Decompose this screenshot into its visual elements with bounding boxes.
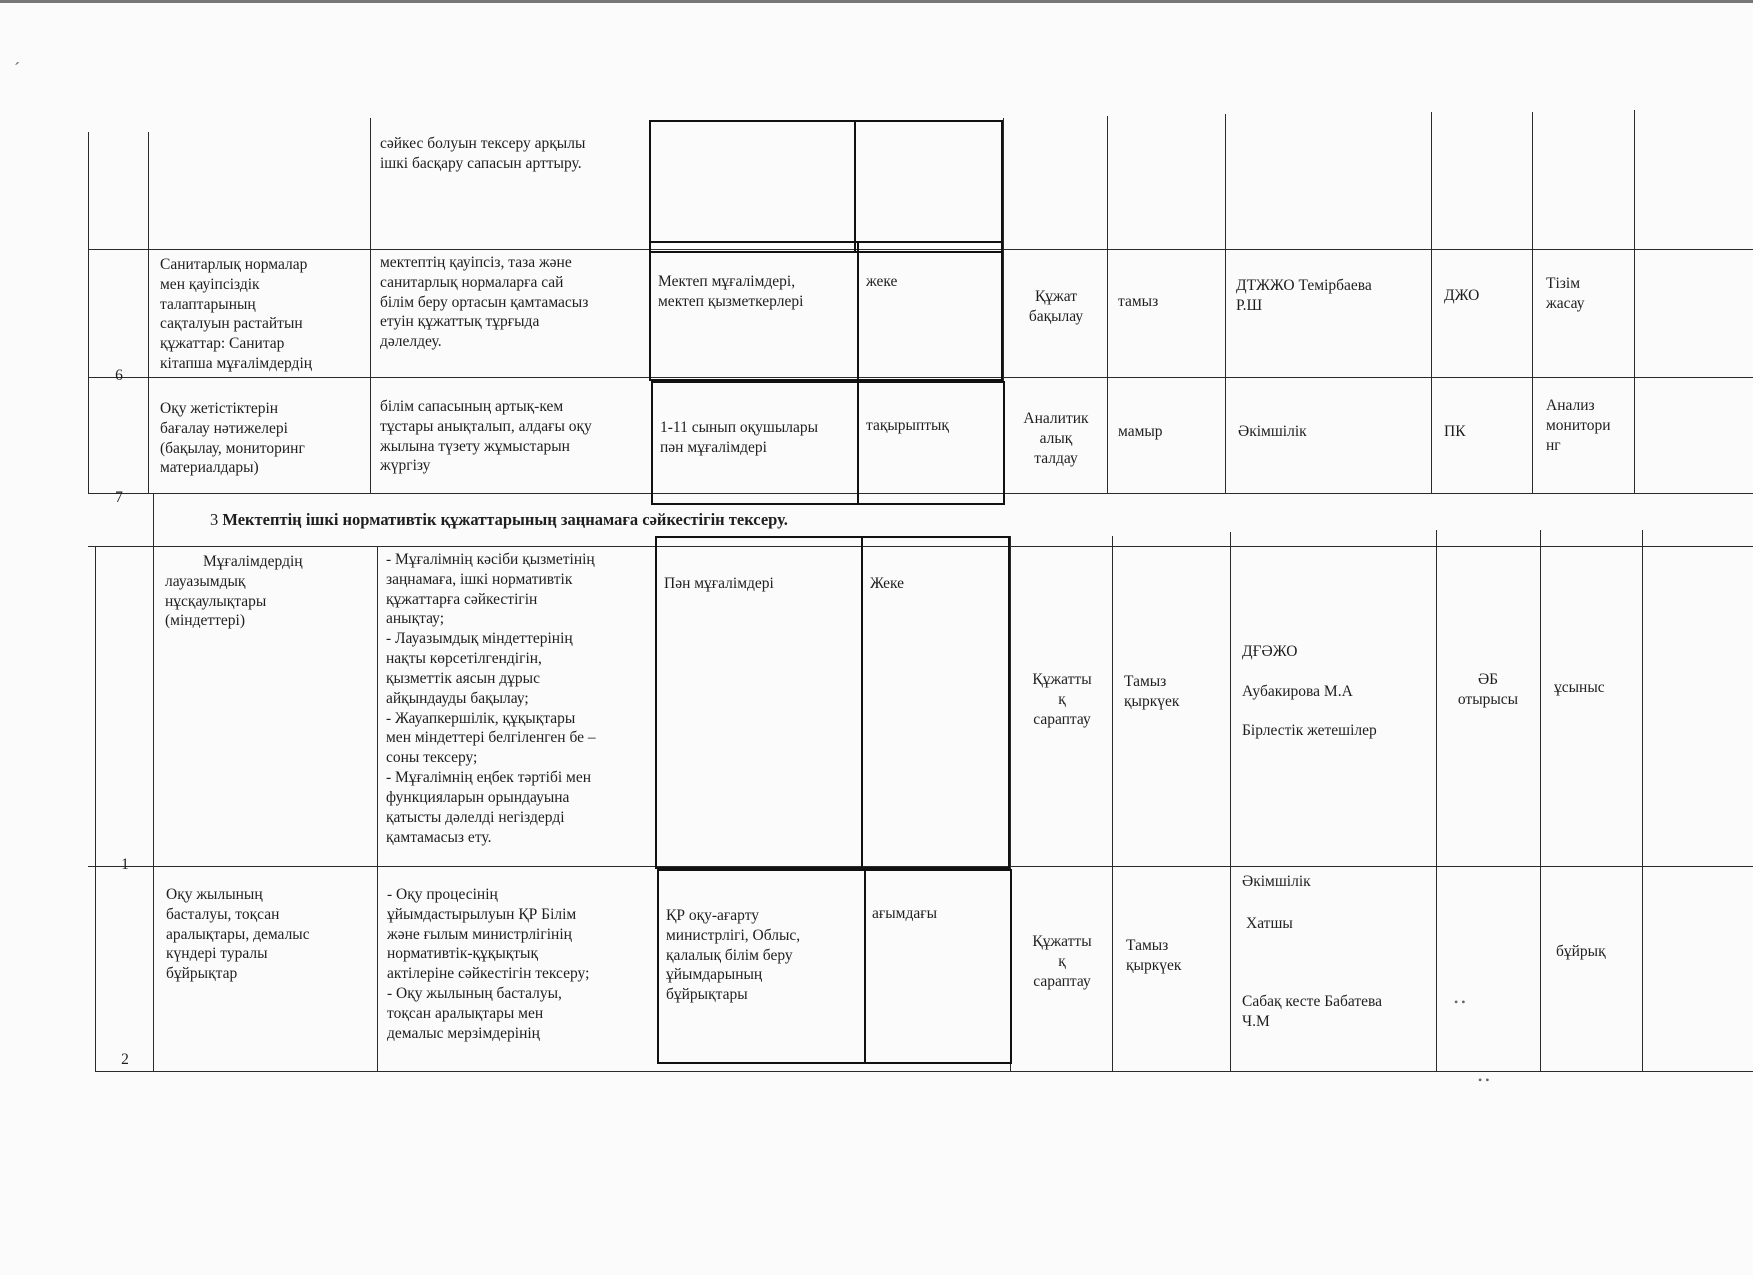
row-number: 7 bbox=[115, 489, 123, 506]
object-cell: ҚР оқу-ағарту министрлігі, Облыс, қалалық білім беру ұйымдарының бұйрықтары bbox=[666, 907, 801, 1004]
table-rule bbox=[148, 132, 149, 493]
table-rule bbox=[153, 546, 154, 1071]
period-cell: тамыз bbox=[1118, 293, 1159, 310]
responsible-cell: Әкімшілік bbox=[1238, 423, 1307, 440]
result-cell: бұйрық bbox=[1556, 943, 1606, 960]
responsible-cell: ДҒӘЖО Аубакирова М.А Бірлестік жетешілер bbox=[1242, 643, 1377, 740]
type-cell: Жеке bbox=[870, 575, 905, 592]
type-cell: жеке bbox=[866, 273, 898, 290]
section-number: 3 bbox=[210, 510, 219, 529]
table-rule bbox=[1532, 112, 1533, 493]
scan-speck: ˊ bbox=[14, 59, 20, 79]
method-cell: Аналитик алық талдау bbox=[1023, 410, 1089, 467]
section-title: Мектептің ішкі нормативтік құжаттарының заңнамаға сәйкестігін тексеру. bbox=[222, 510, 788, 529]
document-cell: Оқу жылының басталуы, тоқсан аралықтары, демалыс күндері туралы бұйрықтар bbox=[166, 886, 310, 983]
place-cell: ӘБ отырысы bbox=[1457, 671, 1519, 708]
document-cell: Оқу жетістіктерін бағалау нәтижелері (бақылау, мониторинг материалдары) bbox=[160, 400, 305, 477]
table-rule bbox=[377, 546, 378, 1071]
section-heading bbox=[210, 510, 788, 530]
result-cell: ұсыныс bbox=[1554, 679, 1605, 696]
document-cell: Мұғалімдердің лауазымдық нұсқаулықтары (міндеттері) bbox=[165, 553, 303, 630]
period-cell: Тамыз қыркүек bbox=[1124, 673, 1180, 710]
responsible-cell: Әкімшілік bbox=[1242, 873, 1311, 890]
responsible-cell: Сабақ кесте Бабатева Ч.М bbox=[1242, 993, 1382, 1030]
row-number: 1 bbox=[121, 856, 129, 873]
table-rule bbox=[95, 1071, 1753, 1072]
object-box bbox=[649, 120, 1003, 253]
document-cell: Санитарлық нормалар мен қауіпсіздік талаптарының сақталуын растайтын құжаттар: Санитар кітапша мұғалімдердің bbox=[160, 256, 313, 373]
type-cell: тақырыптық bbox=[866, 417, 949, 434]
row-number: 2 bbox=[121, 1051, 129, 1068]
place-cell: ДЖО bbox=[1444, 287, 1480, 304]
table-rule bbox=[1230, 532, 1231, 1071]
purpose-cell: мектептің қауіпсіз, таза және санитарлық нормаларға сай білім беру ортасын қамтамасыз етуін құжаттық тұрғыда дәлелдеу. bbox=[380, 254, 589, 351]
table-rule bbox=[370, 118, 371, 493]
method-cell: Құжатты қ сараптау bbox=[1032, 671, 1092, 728]
purpose-cell: білім сапасының артық-кем тұстары анықталып, алдағы оқу жылына түзету жұмыстарын жүргізу bbox=[380, 398, 592, 475]
table-rule bbox=[1642, 530, 1643, 1071]
period-cell: мамыр bbox=[1118, 423, 1163, 440]
result-cell: Анализ монитори нг bbox=[1546, 397, 1611, 454]
scan-speck: • • bbox=[1454, 995, 1466, 1009]
table-rule bbox=[1540, 530, 1541, 1071]
place-cell: ПК bbox=[1444, 423, 1466, 440]
table-rule bbox=[95, 546, 96, 1071]
purpose-cell: сәйкес болуын тексеру арқылы ішкі басқару сапасын арттыру. bbox=[380, 135, 586, 172]
table-rule bbox=[1436, 530, 1437, 1071]
scan-speck: • • bbox=[1478, 1073, 1490, 1087]
table-rule bbox=[1107, 116, 1108, 493]
result-cell: Тізім жасау bbox=[1546, 275, 1585, 312]
purpose-cell: - Мұғалімнің кәсіби қызметінің заңнамаға, ішкі нормативтік құжаттарға сәйкестігін анықтау; - Лауазымдық міндеттерінің нақты көрсетілгендігін, қызметтік аясын дұрыс айқындауды бақылау; - Жауапкершілік, құқықтары мен міндеттері белгіленген бе – соны тексеру; - Мұғалімнің еңбек тәртібі мен функцияларын орындауына қатысты дәлелді негіздерді қамтамасыз ету. bbox=[386, 551, 596, 846]
responsible-cell: ДТЖЖО Темірбаева Р.Ш bbox=[1236, 277, 1372, 314]
table-rule bbox=[1112, 536, 1113, 1071]
object-cell: Пән мұғалімдері bbox=[664, 575, 774, 592]
object-cell: Мектеп мұғалімдері, мектеп қызметкерлері bbox=[658, 273, 804, 310]
table-rule bbox=[1225, 114, 1226, 493]
table-rule bbox=[1634, 110, 1635, 493]
row-number: 6 bbox=[115, 367, 123, 384]
method-cell: Құжатты қ сараптау bbox=[1032, 933, 1092, 990]
type-cell: ағымдағы bbox=[872, 905, 937, 922]
place-cell bbox=[1438, 940, 1538, 964]
table-rule bbox=[857, 241, 859, 381]
responsible-cell: Хатшы bbox=[1246, 915, 1293, 932]
table-rule bbox=[864, 869, 866, 1064]
table-rule bbox=[861, 536, 863, 869]
table-rule bbox=[854, 120, 856, 253]
scan-edge bbox=[0, 0, 1753, 3]
purpose-cell: - Оқу процесінің ұйымдастырылуын ҚР Білім және ғылым министрлігінің нормативтік-құқықтық актілеріне сәйкестігін тексеру; - Оқу жылының басталуы, тоқсан аралықтары мен демалыс мерзімдерінің bbox=[387, 886, 590, 1042]
table-rule bbox=[1431, 112, 1432, 493]
table-rule bbox=[153, 493, 154, 546]
method-cell: Құжат бақылау bbox=[1028, 288, 1084, 325]
period-cell: Тамыз қыркүек bbox=[1126, 937, 1182, 974]
table-rule bbox=[88, 132, 89, 493]
object-cell: 1-11 сынып оқушылары пән мұғалімдері bbox=[660, 419, 819, 456]
